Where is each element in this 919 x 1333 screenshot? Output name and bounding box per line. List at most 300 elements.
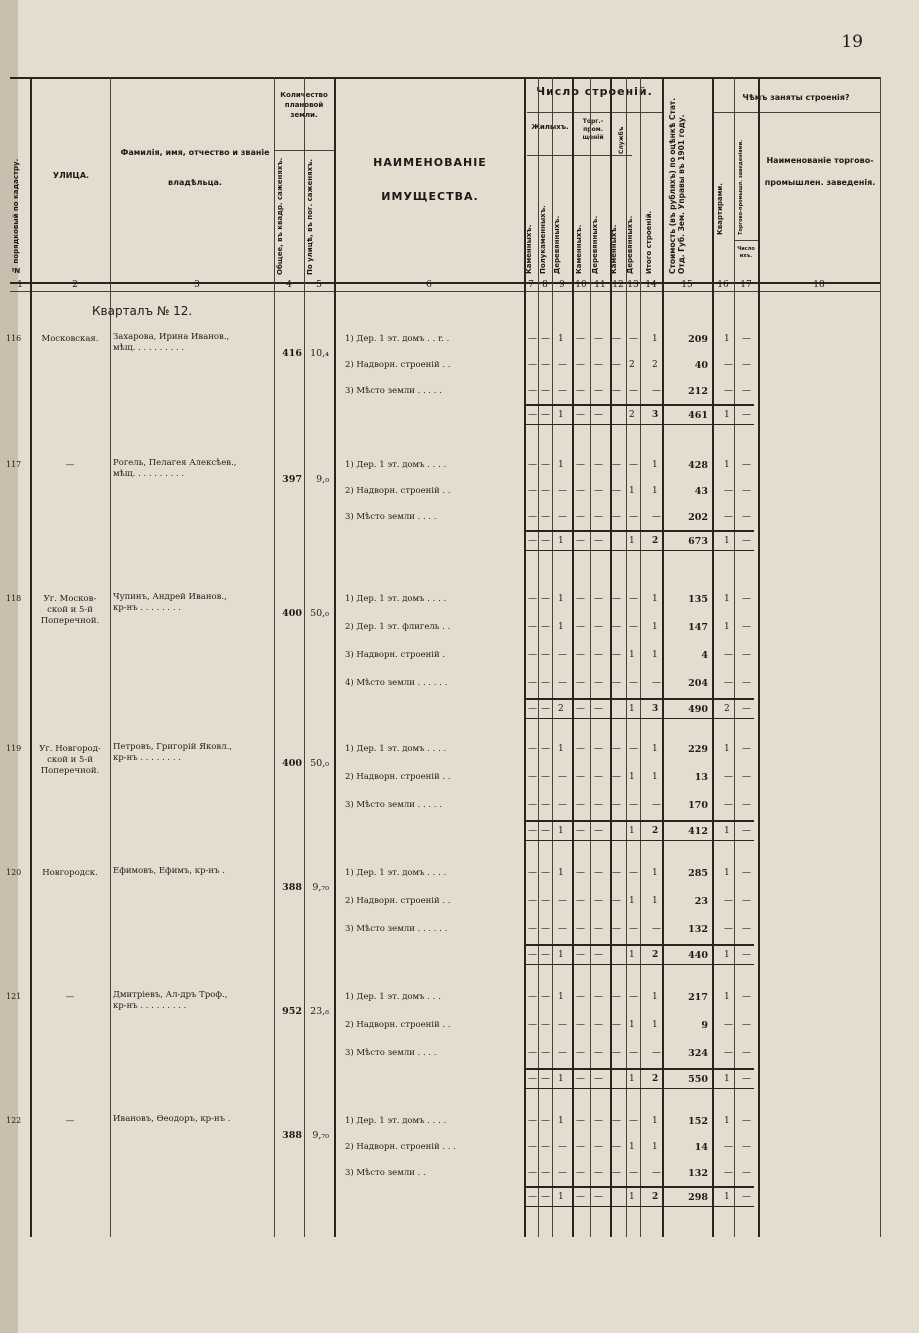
cell-dash: —	[576, 410, 585, 420]
cell-value: 1	[652, 992, 658, 1002]
header-owner: Фамилія, имя, отчество и званіе владѣльца.	[120, 148, 270, 187]
subtotal-underline	[524, 1088, 754, 1089]
subtotal-underline	[524, 840, 754, 841]
cell-dash: —	[576, 486, 585, 496]
property-item: 2) Надворн. строеній . .	[345, 486, 451, 496]
cell-dash: —	[742, 1074, 751, 1084]
cell-value: 1	[558, 868, 564, 878]
cell-dash: —	[742, 1116, 751, 1126]
header-trade-estab: Торгово-промышл. заведеніями.	[738, 140, 744, 235]
entry-front: 23,₈	[310, 1006, 329, 1017]
apartments-count: —	[724, 1168, 733, 1178]
cell-dash: —	[541, 1048, 550, 1058]
cell-dash: —	[528, 410, 537, 420]
cell-value: 1	[558, 334, 564, 344]
cell-dash: —	[541, 1142, 550, 1152]
subtotal-apartments: 1	[724, 950, 730, 960]
cell-dash: —	[528, 950, 537, 960]
header-col12: Каменныхъ.	[610, 224, 618, 274]
cell-dash: —	[612, 460, 621, 470]
property-item: 2) Надворн. строеній . .	[345, 896, 451, 906]
entry-front: 50,₀	[310, 608, 329, 619]
cell-dash: —	[742, 950, 751, 960]
column-number: 3	[194, 280, 200, 290]
cell-dash: —	[528, 334, 537, 344]
entry-owner: Чупинъ, Андрей Иванов.,	[113, 592, 227, 602]
cell-dash: —	[528, 992, 537, 1002]
column-number: 6	[426, 280, 432, 290]
column-line	[304, 77, 305, 1237]
subtotal-value: 490	[688, 704, 708, 715]
header-land-street: По улицѣ, въ пог. саженяхъ.	[306, 158, 314, 275]
cell-dash: —	[742, 992, 751, 1002]
subtotal-line	[524, 404, 754, 406]
cell-dash: —	[594, 1048, 603, 1058]
cell-value: 1	[558, 992, 564, 1002]
cell-dash: —	[576, 704, 585, 714]
cell-dash: —	[528, 1168, 537, 1178]
header-service: Службъ	[618, 126, 625, 154]
entry-owner: Дмитріевъ, Ал-дръ Троф.,	[113, 990, 228, 1000]
value-rubles: 204	[688, 678, 708, 689]
cell-value: —	[558, 1048, 567, 1058]
cell-dash: —	[541, 950, 550, 960]
entry-front: 10,₄	[310, 348, 329, 359]
subtotal-total: 2	[652, 950, 659, 960]
entry-number: 121	[6, 992, 22, 1001]
cell-value: 1	[558, 460, 564, 470]
header-trade-name: Наименованіе торгово-промышлен. заведенія.	[764, 156, 876, 187]
cell-dash: —	[612, 1168, 621, 1178]
apartments-count: —	[724, 772, 733, 782]
apartments-count: —	[724, 650, 733, 660]
property-item: 3) Мѣсто земли . . . .	[345, 1048, 437, 1058]
header-col11: Деревянныхъ.	[591, 215, 599, 274]
header-col13: Деревянныхъ.	[626, 215, 634, 274]
subtotal-line	[524, 820, 754, 822]
subtotal-wood: 1	[558, 1074, 564, 1084]
cell-dash: —	[612, 334, 621, 344]
cell-dash: —	[612, 772, 621, 782]
cell-dash: —	[528, 360, 537, 370]
cell-dash: —	[528, 1142, 537, 1152]
subtotal-underline	[524, 424, 754, 425]
cell-dash: —	[742, 1192, 751, 1202]
cell-dash: —	[594, 704, 603, 714]
entry-owner: кр-нъ . . . . . . . . .	[113, 1001, 187, 1011]
cell-value: 1	[558, 622, 564, 632]
cell-value: —	[558, 772, 567, 782]
cell-dash: —	[576, 622, 585, 632]
cell-dash: —	[576, 826, 585, 836]
cell-dash: —	[612, 1116, 621, 1126]
header-col7: Каменныхъ.	[525, 224, 533, 274]
apartments-count: —	[724, 678, 733, 688]
cell-value: —	[558, 678, 567, 688]
cell-dash: —	[742, 386, 751, 396]
entry-owner: кр-нъ . . . . . . . .	[113, 753, 181, 763]
property-item: 3) Мѣсто земли . .	[345, 1168, 426, 1178]
column-line	[640, 77, 641, 1237]
entry-number: 122	[6, 1116, 22, 1125]
apartments-count: —	[724, 896, 733, 906]
cell-value: —	[629, 1168, 638, 1178]
cell-dash: —	[528, 594, 537, 604]
cell-dash: —	[528, 868, 537, 878]
apartments-count: 1	[724, 460, 730, 470]
value-rubles: 135	[688, 594, 708, 605]
cell-value: —	[629, 992, 638, 1002]
cell-dash: —	[541, 678, 550, 688]
entry-area: 397	[282, 474, 302, 485]
subtotal-underline	[524, 964, 754, 965]
cell-value: 1	[652, 650, 658, 660]
cell-dash: —	[541, 826, 550, 836]
cell-dash: —	[594, 386, 603, 396]
cell-dash: —	[594, 622, 603, 632]
cell-dash: —	[612, 868, 621, 878]
cell-dash: —	[541, 360, 550, 370]
cell-value: 1	[652, 896, 658, 906]
column-number: 18	[813, 280, 825, 290]
cell-value: 1	[652, 772, 658, 782]
cell-dash: —	[594, 410, 603, 420]
cell-dash: —	[594, 594, 603, 604]
cell-dash: —	[541, 594, 550, 604]
column-number: 7	[528, 280, 534, 290]
cell-dash: —	[594, 772, 603, 782]
cell-value: 1	[629, 1142, 635, 1152]
cell-dash: —	[594, 992, 603, 1002]
subtotal-wood: 1	[558, 950, 564, 960]
cell-dash: —	[528, 512, 537, 522]
cell-dash: —	[742, 678, 751, 688]
cell-dash: —	[742, 868, 751, 878]
subtotal-total: 3	[652, 410, 659, 420]
header-col8: Полукаменныхъ.	[539, 205, 547, 274]
cell-dash: —	[594, 950, 603, 960]
cell-value: 1	[558, 744, 564, 754]
cell-dash: —	[541, 1116, 550, 1126]
property-item: 2) Надворн. строеній . . .	[345, 1142, 456, 1152]
value-rubles: 285	[688, 868, 708, 879]
column-number: 12	[612, 280, 624, 290]
column-number: 8	[542, 280, 548, 290]
subtotal-total: 2	[652, 536, 659, 546]
apartments-count: 1	[724, 594, 730, 604]
apartments-count: 1	[724, 1116, 730, 1126]
header-land-group: Количество плановой земли.	[280, 91, 328, 119]
property-item: 1) Дер. 1 эт. домъ . . . .	[345, 744, 447, 754]
column-line	[712, 77, 714, 1237]
cell-dash: —	[576, 772, 585, 782]
cell-dash: —	[528, 1020, 537, 1030]
subtotal-underline	[524, 550, 754, 551]
subtotal-service: 1	[629, 826, 635, 836]
cell-value: 1	[652, 594, 658, 604]
value-rubles: 40	[694, 360, 708, 371]
cell-dash: —	[594, 1116, 603, 1126]
cell-value: —	[629, 678, 638, 688]
cell-dash: —	[612, 1020, 621, 1030]
apartments-count: —	[724, 386, 733, 396]
cell-dash: —	[541, 1168, 550, 1178]
apartments-count: 1	[724, 334, 730, 344]
cell-value: —	[629, 800, 638, 810]
cell-value: —	[629, 512, 638, 522]
cell-dash: —	[541, 334, 550, 344]
cell-value: —	[652, 1168, 661, 1178]
cell-dash: —	[528, 1048, 537, 1058]
cell-value: 1	[652, 744, 658, 754]
property-item: 1) Дер. 1 эт. домъ . . . .	[345, 594, 447, 604]
header-property: НАИМЕНОВАНІЕ ИМУЩЕСТВА.	[373, 156, 487, 203]
column-line	[110, 77, 111, 1237]
cell-dash: —	[742, 460, 751, 470]
cell-dash: —	[594, 744, 603, 754]
cell-dash: —	[528, 460, 537, 470]
cell-dash: —	[742, 486, 751, 496]
column-number: 5	[316, 280, 322, 290]
cell-dash: —	[541, 924, 550, 934]
entry-area: 388	[282, 882, 302, 893]
cell-dash: —	[576, 678, 585, 688]
entry-area: 952	[282, 1006, 302, 1017]
subtotal-total: 2	[652, 1192, 659, 1202]
cell-dash: —	[528, 486, 537, 496]
cell-dash: —	[528, 744, 537, 754]
cell-dash: —	[742, 334, 751, 344]
cell-value: 1	[629, 650, 635, 660]
cell-value: 1	[652, 1116, 658, 1126]
cell-dash: —	[742, 826, 751, 836]
cell-dash: —	[612, 744, 621, 754]
table-top-border	[10, 77, 880, 79]
cell-value: 1	[558, 594, 564, 604]
column-line	[880, 77, 881, 1237]
header-street: УЛИЦА.	[52, 171, 90, 180]
subtotal-apartments: 1	[724, 1192, 730, 1202]
value-rubles: 209	[688, 334, 708, 345]
cell-value: 2	[652, 360, 658, 370]
cell-dash: —	[541, 650, 550, 660]
cell-value: —	[558, 924, 567, 934]
cell-dash: —	[541, 386, 550, 396]
cell-dash: —	[576, 460, 585, 470]
cell-dash: —	[528, 386, 537, 396]
entry-number: 116	[6, 334, 22, 343]
subtotal-total: 2	[652, 826, 659, 836]
cell-dash: —	[528, 650, 537, 660]
cell-dash: —	[541, 486, 550, 496]
cell-value: 1	[629, 772, 635, 782]
entry-street: —	[65, 1116, 75, 1126]
column-line	[538, 77, 539, 1237]
cell-dash: —	[612, 924, 621, 934]
subtotal-wood: 1	[558, 826, 564, 836]
cell-dash: —	[528, 924, 537, 934]
property-item: 2) Надворн. строеній . .	[345, 360, 451, 370]
header-col9: Деревянныхъ.	[553, 215, 561, 274]
column-number: 2	[72, 280, 78, 290]
property-item: 1) Дер. 1 эт. домъ . . r. .	[345, 334, 450, 344]
cell-dash: —	[612, 486, 621, 496]
entry-street: Уг. Москов- ской и 5-й Поперечной.	[40, 594, 100, 626]
entry-area: 400	[282, 758, 302, 769]
subtotal-total: 2	[652, 1074, 659, 1084]
apartments-count: —	[724, 1020, 733, 1030]
apartments-count: —	[724, 924, 733, 934]
entry-number: 120	[6, 868, 22, 877]
value-rubles: 13	[694, 772, 708, 783]
entry-owner: мѣщ. . . . . . . . . .	[113, 343, 184, 353]
value-rubles: 212	[688, 386, 708, 397]
value-rubles: 132	[688, 924, 708, 935]
cell-dash: —	[576, 800, 585, 810]
cell-dash: —	[576, 334, 585, 344]
cell-dash: —	[576, 1074, 585, 1084]
apartments-count: —	[724, 486, 733, 496]
subtotal-value: 673	[688, 536, 708, 547]
cell-value: 1	[652, 460, 658, 470]
column-number: 10	[575, 280, 587, 290]
cell-dash: —	[612, 800, 621, 810]
subtotal-value: 412	[688, 826, 708, 837]
cell-dash: —	[594, 896, 603, 906]
cell-dash: —	[742, 410, 751, 420]
value-rubles: 4	[701, 650, 708, 661]
cell-dash: —	[576, 650, 585, 660]
cell-dash: —	[594, 536, 603, 546]
value-rubles: 23	[694, 896, 708, 907]
cell-value: —	[652, 924, 661, 934]
subtotal-wood: 1	[558, 410, 564, 420]
entry-number: 118	[6, 594, 22, 603]
cell-value: —	[629, 744, 638, 754]
cell-value: —	[558, 650, 567, 660]
subtotal-service: 1	[629, 950, 635, 960]
entry-owner: мѣщ. . . . . . . . . .	[113, 469, 184, 479]
cell-value: 1	[652, 486, 658, 496]
property-item: 3) Мѣсто земли . . . . . .	[345, 924, 448, 934]
cell-dash: —	[594, 678, 603, 688]
cell-dash: —	[541, 622, 550, 632]
entry-area: 400	[282, 608, 302, 619]
cell-value: 2	[629, 360, 635, 370]
cell-value: —	[629, 924, 638, 934]
column-number: 13	[627, 280, 639, 290]
apartments-count: —	[724, 360, 733, 370]
property-item: 3) Мѣсто земли . . . . .	[345, 800, 442, 810]
entry-area: 416	[282, 348, 302, 359]
cell-dash: —	[594, 1074, 603, 1084]
cell-dash: —	[742, 704, 751, 714]
column-line	[626, 77, 627, 1237]
subtotal-value: 440	[688, 950, 708, 961]
cell-dash: —	[528, 622, 537, 632]
cell-value: 1	[558, 1116, 564, 1126]
cell-dash: —	[576, 386, 585, 396]
property-item: 4) Мѣсто земли . . . . . .	[345, 678, 448, 688]
cell-dash: —	[576, 536, 585, 546]
cell-dash: —	[594, 868, 603, 878]
cell-value: 1	[652, 622, 658, 632]
cell-dash: —	[612, 594, 621, 604]
subtotal-line	[524, 1186, 754, 1188]
value-rubles: 217	[688, 992, 708, 1003]
count-subheader-line	[734, 240, 758, 241]
column-number: 17	[740, 280, 752, 290]
cell-dash: —	[541, 460, 550, 470]
cell-dash: —	[528, 1074, 537, 1084]
cell-dash: —	[742, 1048, 751, 1058]
entry-owner: Петровъ, Григорій Яковл.,	[113, 742, 233, 752]
apartments-count: —	[724, 800, 733, 810]
subtotal-service: 1	[629, 1074, 635, 1084]
cell-dash: —	[612, 992, 621, 1002]
cell-dash: —	[541, 1074, 550, 1084]
cell-dash: —	[742, 924, 751, 934]
cell-value: —	[558, 512, 567, 522]
entry-street: Уг. Новгород- ской и 5-й Поперечной.	[39, 744, 101, 776]
value-rubles: 428	[688, 460, 708, 471]
column-number: 14	[645, 280, 657, 290]
cell-dash: —	[528, 896, 537, 906]
cell-dash: —	[594, 334, 603, 344]
subtotal-apartments: 1	[724, 536, 730, 546]
entry-front: 50,₀	[310, 758, 329, 769]
column-number: 15	[681, 280, 693, 290]
subtotal-value: 298	[688, 1192, 708, 1203]
cell-dash: —	[594, 360, 603, 370]
cell-value: —	[652, 386, 661, 396]
cell-dash: —	[541, 896, 550, 906]
cell-dash: —	[528, 1192, 537, 1202]
cell-value: 1	[652, 868, 658, 878]
cell-dash: —	[541, 868, 550, 878]
cell-dash: —	[612, 678, 621, 688]
buildings-subheader-line	[527, 112, 662, 113]
cell-dash: —	[742, 772, 751, 782]
cell-dash: —	[541, 1020, 550, 1030]
entry-owner: Захарова, Ирина Иванов.,	[113, 332, 230, 342]
subtotal-apartments: 1	[724, 410, 730, 420]
cell-dash: —	[612, 512, 621, 522]
cell-dash: —	[576, 360, 585, 370]
column-line	[552, 77, 553, 1237]
cell-dash: —	[594, 1192, 603, 1202]
value-rubles: 132	[688, 1168, 708, 1179]
column-line	[590, 77, 591, 1237]
subtotal-line	[524, 944, 754, 946]
cell-dash: —	[742, 896, 751, 906]
cell-dash: —	[576, 1142, 585, 1152]
property-item: 1) Дер. 1 эт. домъ . . . .	[345, 868, 447, 878]
cell-value: —	[629, 460, 638, 470]
cell-value: —	[652, 1048, 661, 1058]
subtotal-line	[524, 530, 754, 532]
property-item: 3) Мѣсто земли . . . . .	[345, 386, 442, 396]
header-count: Число ихъ.	[737, 246, 755, 259]
column-number: 1	[17, 280, 23, 290]
cell-dash: —	[612, 1048, 621, 1058]
subtotal-wood: 2	[558, 704, 564, 714]
column-number: 16	[717, 280, 729, 290]
cell-dash: —	[576, 1192, 585, 1202]
cell-value: —	[629, 1116, 638, 1126]
cell-dash: —	[576, 1116, 585, 1126]
occupied-subheader-line	[712, 112, 880, 113]
